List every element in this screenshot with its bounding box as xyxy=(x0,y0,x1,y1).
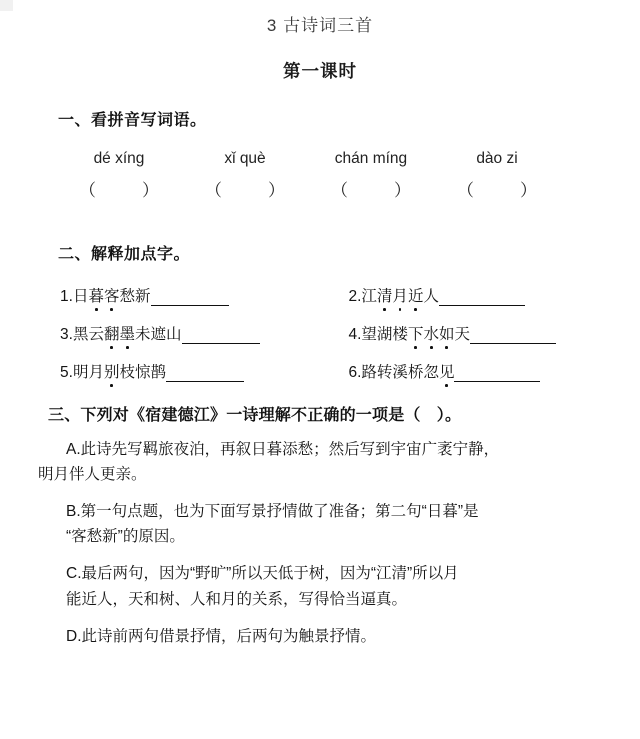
pinyin-answer-blank[interactable] xyxy=(308,176,434,201)
choice-label: D. xyxy=(66,627,82,645)
phrase-char: 人 xyxy=(423,288,439,305)
pinyin-answer-blank[interactable] xyxy=(56,176,182,201)
paren-left: （ xyxy=(79,181,96,200)
pinyin-row xyxy=(56,150,600,168)
dotted-char: 如 xyxy=(439,322,455,344)
dotted-char: 月 xyxy=(392,284,408,306)
dotted-char: 客 xyxy=(104,284,120,306)
phrase-char: 溪 xyxy=(392,364,408,381)
phrase-char: 转 xyxy=(376,364,393,381)
explain-item xyxy=(348,360,622,382)
choice-option-a[interactable] xyxy=(38,437,618,487)
section-one-heading: 一、看拼音写词语。 xyxy=(58,112,207,129)
explain-item xyxy=(60,284,348,306)
item-index: 6. xyxy=(348,364,362,381)
phrase-char: 云 xyxy=(88,326,104,343)
explain-answer-blank[interactable] xyxy=(470,329,556,344)
paren-left: （ xyxy=(331,181,348,200)
explain-answer-blank[interactable] xyxy=(454,367,540,382)
item-index: 1. xyxy=(60,288,73,305)
explain-answer-blank[interactable] xyxy=(182,329,260,344)
explain-item xyxy=(348,322,622,344)
dotted-char: 墨 xyxy=(119,322,135,344)
explain-answer-blank[interactable] xyxy=(151,291,229,306)
phrase-char: 江 xyxy=(361,288,377,305)
choice-text-line1: 最后两句，因为“野旷”所以天低于树，因为“江清”所以月 xyxy=(81,565,459,583)
dotted-char: 清 xyxy=(377,284,393,306)
phrase-char: 忽 xyxy=(423,364,439,381)
phrase-char: 路 xyxy=(361,364,377,381)
explain-item xyxy=(348,284,622,306)
explain-row xyxy=(60,322,622,344)
phrase-char: 黑 xyxy=(72,326,89,343)
choice-text-line1: 第一句点题，也为下面写景抒情做了准备；第二句“日暮”是 xyxy=(80,503,479,521)
pinyin-cell: chán míng xyxy=(334,150,408,167)
item-index: 3. xyxy=(60,326,73,343)
choice-option-c[interactable] xyxy=(38,561,618,611)
choice-text-line2: 明月伴人更亲。 xyxy=(38,466,147,484)
dotted-char: 翻 xyxy=(104,322,120,344)
dotted-char: 见 xyxy=(439,360,455,382)
phrase-char: 楼 xyxy=(392,326,408,343)
pinyin-cell: xǐ què xyxy=(224,150,266,167)
phrase-char: 山 xyxy=(166,326,182,343)
item-phrase xyxy=(361,284,439,306)
paren-left: （ xyxy=(205,181,222,200)
dotted-char: 水 xyxy=(423,322,439,344)
dotted-char: 暮 xyxy=(88,284,104,306)
item-phrase xyxy=(361,322,470,344)
choice-text-line1: 此诗先写羁旅夜泊，再叙日暮添愁；然后写到宇宙广袤宁静， xyxy=(80,441,500,458)
scan-artifact xyxy=(0,0,13,11)
pinyin-cell: dào zi xyxy=(476,150,518,167)
section-two-heading: 二、解释加点字。 xyxy=(58,246,191,263)
item-phrase xyxy=(73,284,151,306)
dotted-char: 别 xyxy=(104,360,120,382)
choice-text-line2: 能近人，天和树、人和月的关系，写得恰当逼真。 xyxy=(66,590,408,608)
paren-right: ） xyxy=(520,181,537,200)
explain-item xyxy=(60,322,348,344)
phrase-char: 未 xyxy=(135,326,151,343)
phrase-char: 新 xyxy=(135,288,151,305)
phrase-char: 湖 xyxy=(376,326,393,343)
explain-answer-blank[interactable] xyxy=(166,367,244,382)
item-phrase xyxy=(73,360,166,382)
item-index: 4. xyxy=(348,326,362,343)
page-subtitle: 第一课时 xyxy=(283,61,357,81)
explain-grid xyxy=(60,284,622,382)
phrase-char: 明 xyxy=(72,364,89,381)
choice-option-d[interactable] xyxy=(38,624,618,649)
pinyin-cell: dé xíng xyxy=(93,150,145,167)
explain-row xyxy=(60,360,622,382)
choice-label: C. xyxy=(66,565,82,583)
phrase-char: 惊 xyxy=(135,364,151,381)
choice-label: B. xyxy=(66,503,81,521)
choice-text-line1: 此诗前两句借景抒情，后两句为触景抒情。 xyxy=(81,627,377,645)
item-index: 2. xyxy=(348,288,362,305)
paren-right: ） xyxy=(268,181,285,200)
paren-right: ） xyxy=(394,181,411,200)
phrase-char: 枝 xyxy=(119,364,135,381)
explain-answer-blank[interactable] xyxy=(439,291,525,306)
pinyin-answer-blank[interactable] xyxy=(182,176,308,201)
choice-option-b[interactable] xyxy=(38,499,618,549)
choice-label: A. xyxy=(66,441,81,458)
choice-text-line2: “客愁新”的原因。 xyxy=(66,528,185,546)
pinyin-answer-row xyxy=(56,176,600,201)
item-phrase xyxy=(361,360,454,382)
choice-list xyxy=(38,437,618,649)
item-phrase xyxy=(73,322,182,344)
phrase-char: 月 xyxy=(88,364,104,381)
explain-row xyxy=(60,284,622,306)
dotted-char: 下 xyxy=(408,322,424,344)
dotted-char: 近 xyxy=(408,284,424,306)
phrase-char: 桥 xyxy=(407,364,424,381)
phrase-char: 遮 xyxy=(150,326,167,343)
phrase-char: 愁 xyxy=(119,288,135,305)
paren-left: （ xyxy=(457,181,474,200)
phrase-char: 天 xyxy=(454,326,470,343)
page-title: 3 古诗词三首 xyxy=(266,16,374,35)
section-three-heading: 三、下列对《宿建德江》一诗理解不正确的一项是（ ）。 xyxy=(48,407,462,424)
item-index: 5. xyxy=(60,364,73,381)
phrase-char: 鹊 xyxy=(150,364,167,381)
paren-right: ） xyxy=(142,181,159,200)
phrase-char: 望 xyxy=(361,326,377,343)
pinyin-answer-blank[interactable] xyxy=(434,176,560,201)
phrase-char: 日 xyxy=(72,288,89,305)
explain-item xyxy=(60,360,348,382)
